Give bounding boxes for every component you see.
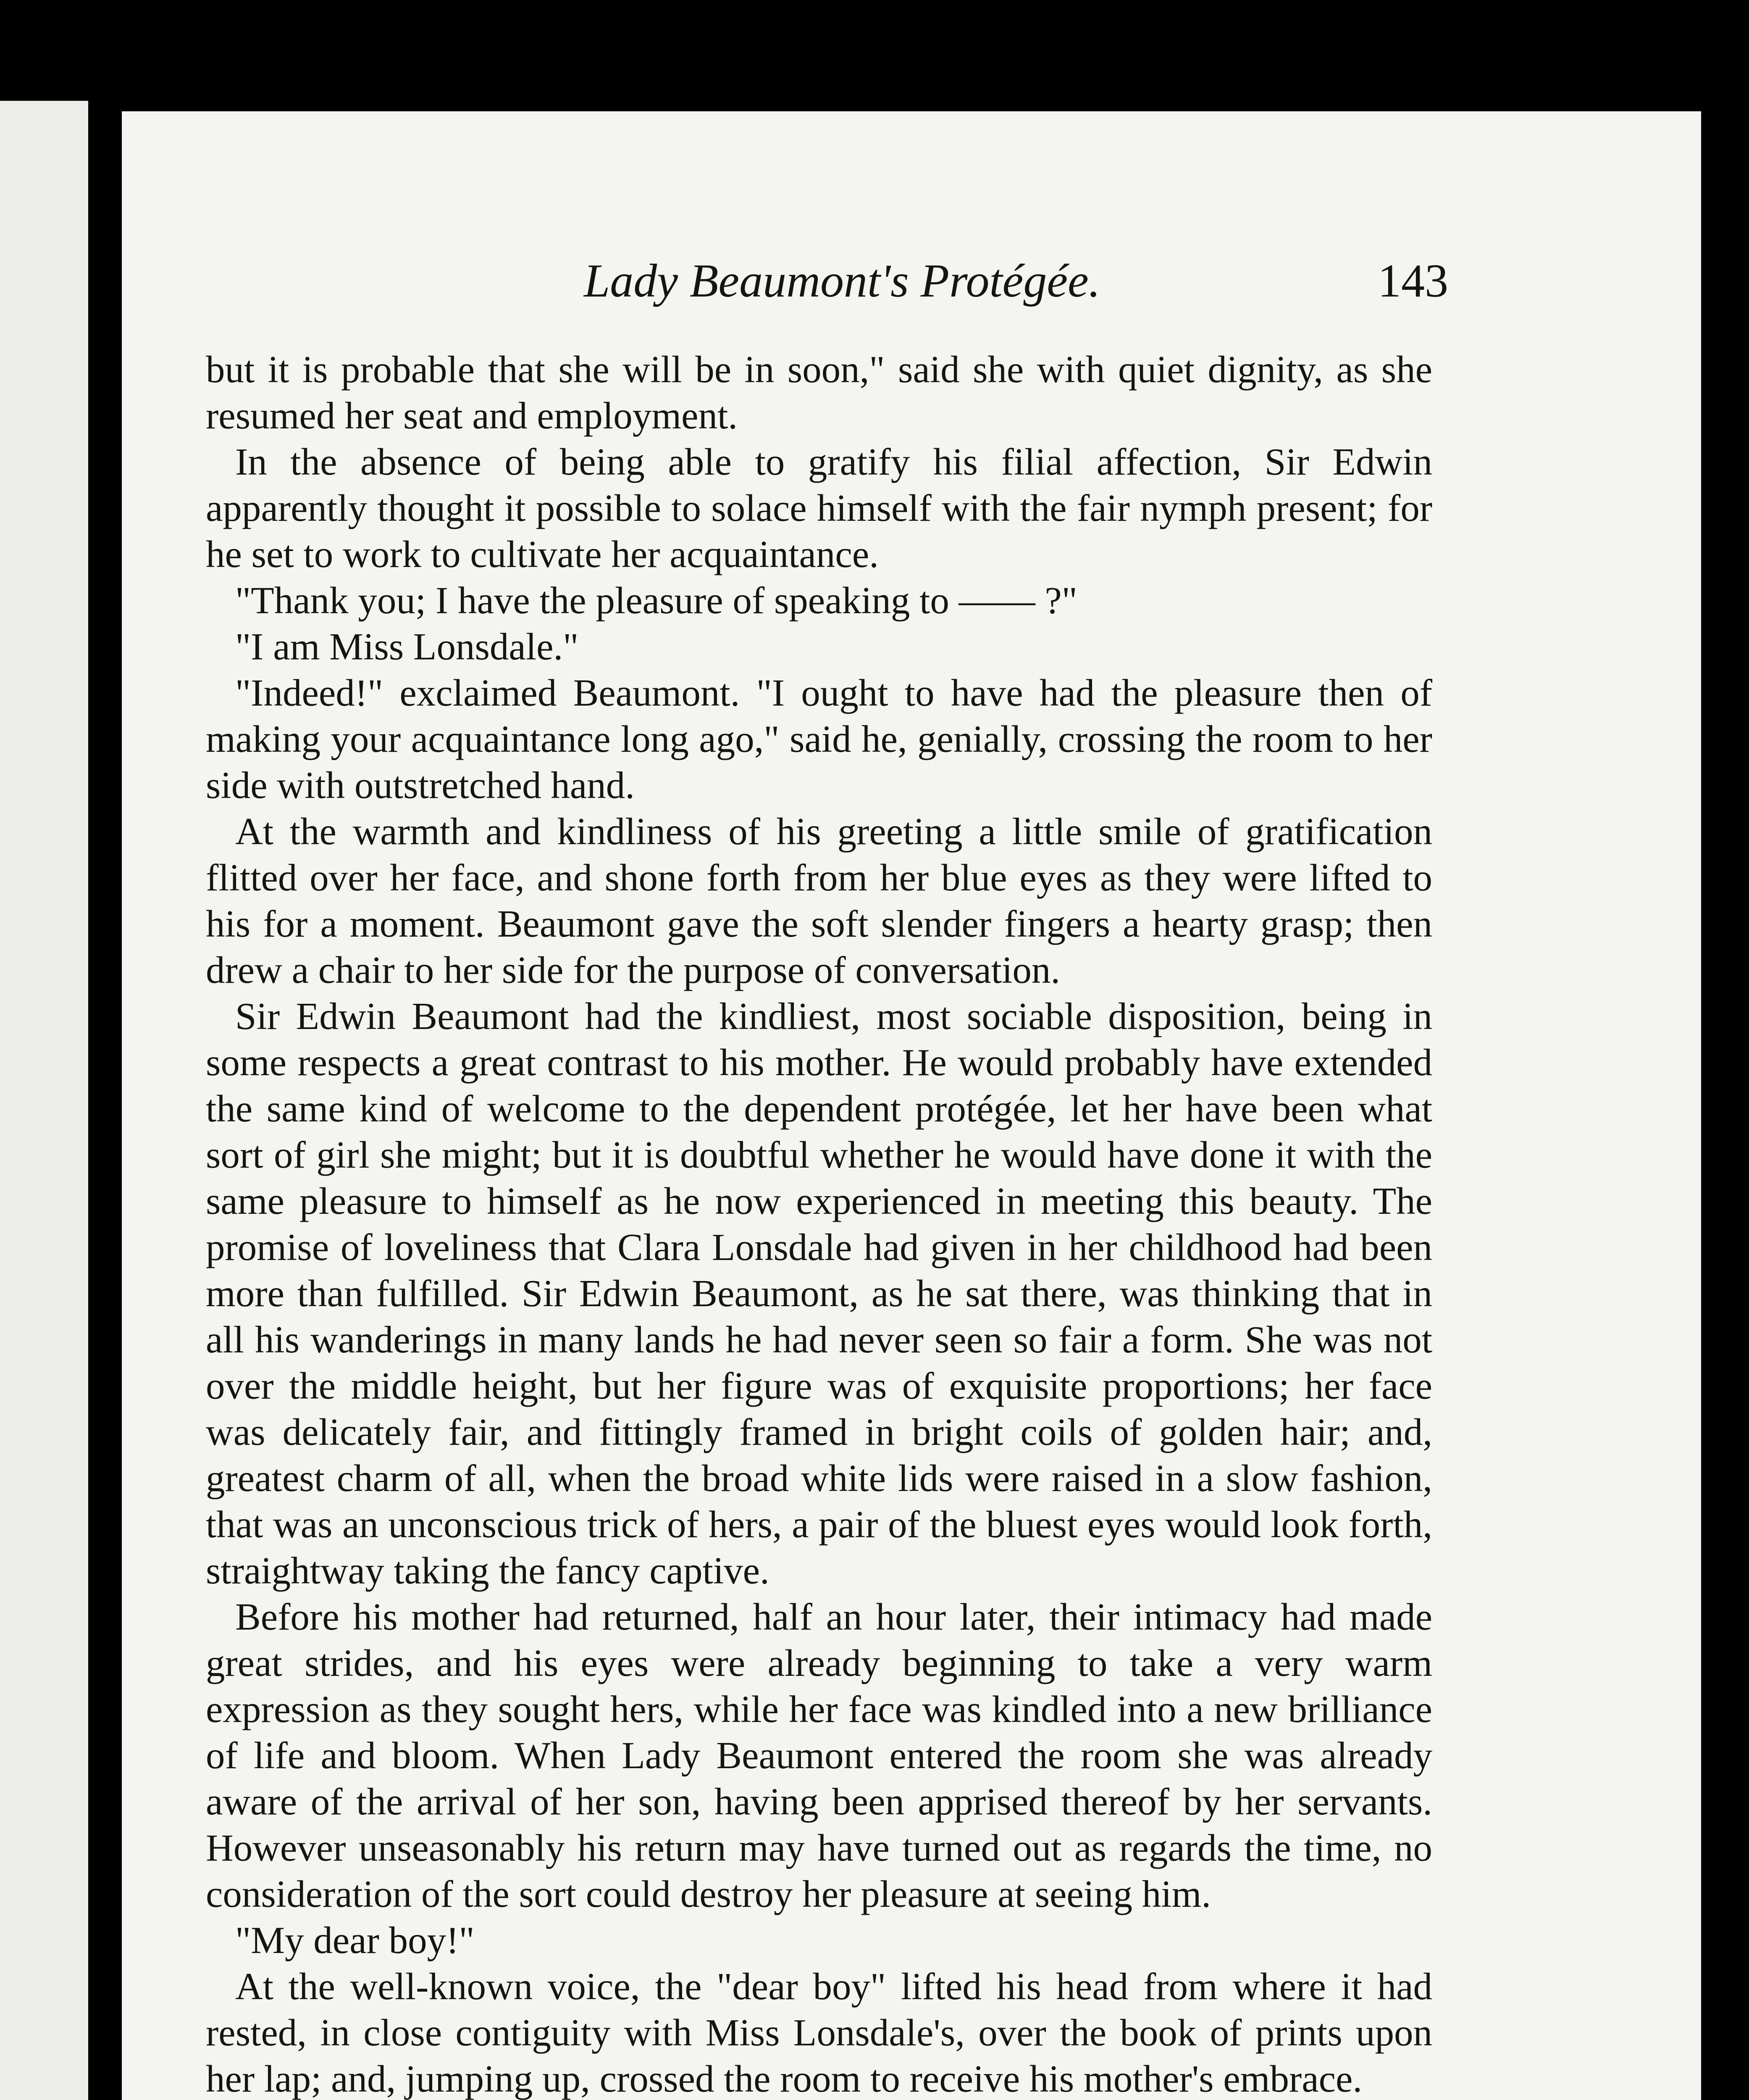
paragraph: "I am Miss Lonsdale." xyxy=(235,625,579,668)
page-number: 143 xyxy=(1378,255,1448,307)
paragraph: "My dear boy!" xyxy=(235,1919,475,1961)
page-header xyxy=(122,254,1701,317)
paragraph: In the absence of being able to gratify his filial affection, Sir Edwin apparently thought it possible to solace himself with the fair nymph present; for he set to work to cultivate her acquaintance. xyxy=(206,441,1432,575)
paragraph: "Thank you; I have the pleasure of speaking to —— ?" xyxy=(235,579,1077,622)
paragraph: Sir Edwin Beaumont had the kindliest, most sociable disposition, being in some respects a great contrast to his mother. He would probably have extended the same kind of welcome to the dependent protégée, let her have been what sort of girl she might; but it is doubtful whether he would have done it with the same pleasure to himself as he now experienced in meeting this beauty. The promise of loveliness that Clara Lonsdale had given in her childhood had been more than fulfilled. Sir Edwin Beaumont, as he sat there, was thinking that in all his wanderings in many lands he had never seen so fair a form. She was not over the middle height, but her figure was of exquisite proportions; her face was delicately fair, and fittingly framed in bright coils of golden hair; and, greatest charm of all, when the broad white lids were raised in a slow fashion, that was an unconscious trick of hers, a pair of the bluest eyes would look forth, straightway taking the fancy captive. xyxy=(206,995,1432,1592)
paragraph: At the well-known voice, the "dear boy" lifted his head from where it had rested, in close contiguity with Miss Lonsdale's, over the book of prints upon her lap; and, jumping up, crossed the room to receive his mother's embrace. xyxy=(206,1965,1432,2100)
paragraph: but it is probable that she will be in soon," said she with quiet dignity, as she resumed her seat and employment. xyxy=(206,348,1432,437)
running-title: Lady Beaumont's Protégée. xyxy=(584,255,1100,307)
body-text xyxy=(206,346,1432,2100)
paragraph: "Indeed!" exclaimed Beaumont. "I ought to have had the pleasure then of making your acquaintance long ago," said he, genially, crossing the room to her side with outstretched hand. xyxy=(206,672,1432,806)
paragraph: At the warmth and kindliness of his greeting a little smile of gratification flitted over her face, and shone forth from her blue eyes as they were lifted to his for a moment. Beaumont gave the soft slender fingers a hearty grasp; then drew a chair to her side for the purpose of conversation. xyxy=(206,810,1432,991)
paragraph: Before his mother had returned, half an hour later, their intimacy had made great strides, and his eyes were already beginning to take a very warm expression as they sought hers, while her face was kindled into a new brilliance of life and bloom. When Lady Beaumont entered the room she was already aware of the arrival of her son, having been apprised thereof by her servants. However unseasonably his return may have turned out as regards the time, no consideration of the sort could destroy her pleasure at seeing him. xyxy=(206,1596,1432,1915)
facing-page-edge xyxy=(0,101,88,2100)
book-page xyxy=(122,111,1701,2100)
